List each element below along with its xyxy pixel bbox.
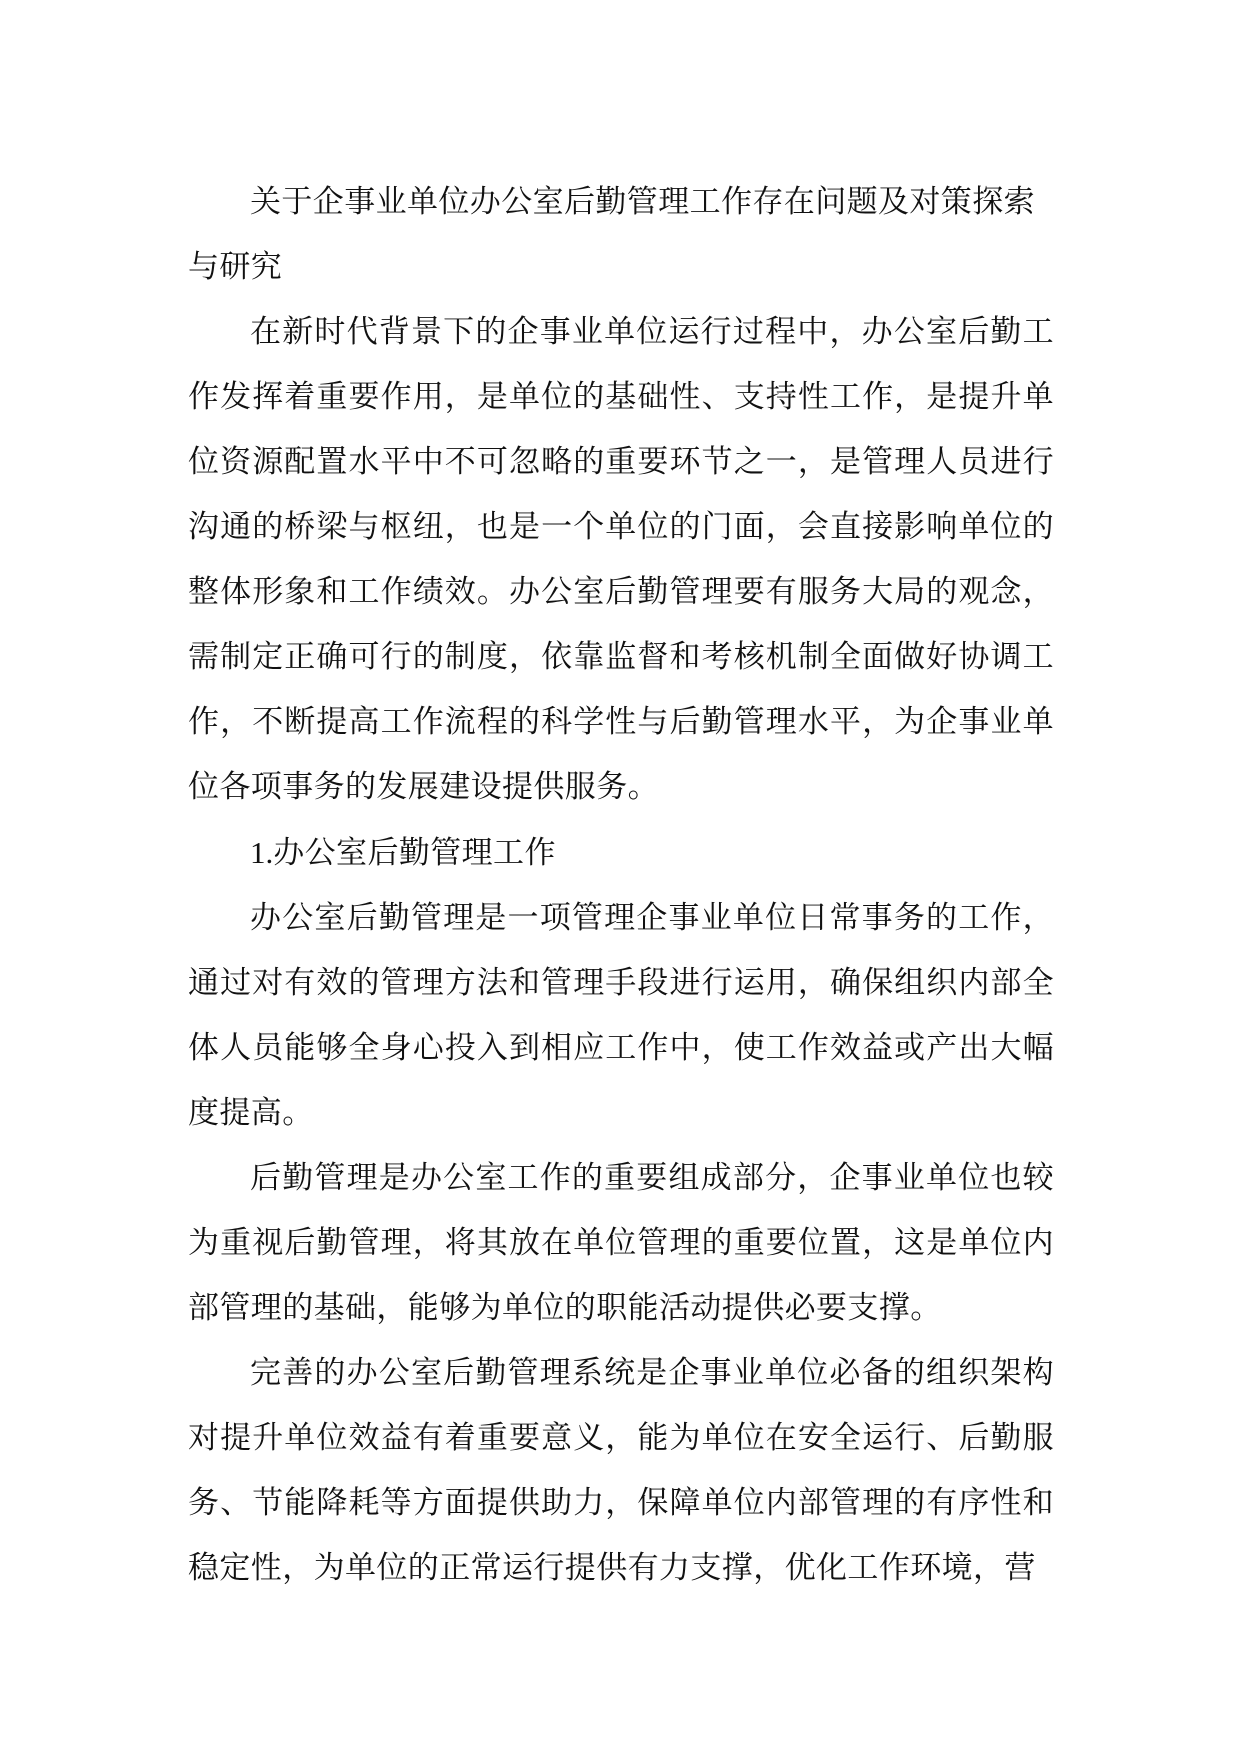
section-number: 1. [250, 835, 274, 870]
section-heading-text: 办公室后勤管理工作 [273, 835, 556, 871]
body-paragraph: 完善的办公室后勤管理系统是企事业单位必备的组织架构对提升单位效益有着重要意义，能为单位在安全运行、后勤服务、节能降耗等方面提供助力，保障单位内部管理的有序性和稳定性，为单位的正常运行提供有力支撑，优化工作环境，营 [188, 1355, 1054, 1586]
section-heading [188, 820, 1054, 886]
body-paragraph: 办公室后勤管理是一项管理企事业单位日常事务的工作，通过对有效的管理方法和管理手段进行运用，确保组织内部全体人员能够全身心投入到相应工作中，使工作效益或产出大幅度提高。 [188, 900, 1054, 1131]
document-title: 关于企事业单位办公室后勤管理工作存在问题及对策探索与研究 [188, 184, 1035, 285]
intro-paragraph: 在新时代背景下的企事业单位运行过程中，办公室后勤工作发挥着重要作用，是单位的基础性、支持性工作，是提升单位资源配置水平中不可忽略的重要环节之一，是管理人员进行沟通的桥梁与枢纽，也是一个单位的门面，会直接影响单位的整体形象和工作绩效。办公室后勤管理要有服务大局的观念，需制定正确可行的制度，依靠监督和考核机制全面做好协调工作，不断提高工作流程的科学性与后勤管理水平，为企事业单位各项事务的发展建设提供服务。 [188, 314, 1054, 805]
body-paragraph: 后勤管理是办公室工作的重要组成部分，企事业单位也较为重视后勤管理，将其放在单位管理的重要位置，这是单位内部管理的基础，能够为单位的职能活动提供必要支撑。 [188, 1160, 1054, 1326]
document-body [188, 170, 1054, 1601]
